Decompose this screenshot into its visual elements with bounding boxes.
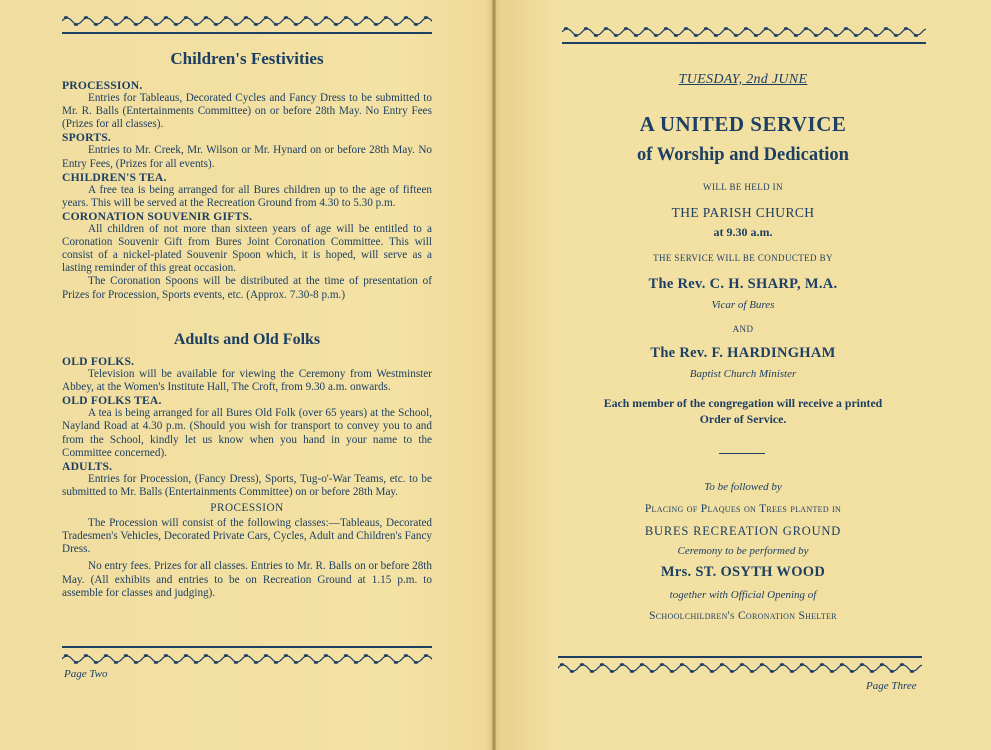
section-text-2: The Coronation Spoons will be distributed at the time of presentation of Prizes for Procession, Sports events, etc. (Approx. 7.30-8 p.m.) xyxy=(62,275,432,301)
section-head: CHILDREN'S TEA. xyxy=(62,170,167,184)
followed-by: To be followed by xyxy=(704,481,782,493)
ceremony-line: Ceremony to be performed by xyxy=(677,545,809,557)
section-text: Entries for Procession, (Fancy Dress), Sports, Tug-o'-War Teams, etc. to be submitted to Mr. Balls (Entertainments Committee) on or before 28th May. xyxy=(62,472,432,498)
section-text: A tea is being arranged for all Bures Old Folk (over 65 years) at the School, Nayland Road at 4.30 p.m. (Should you wish for transport to convey you to and from the School, kindly let us know when you hand in your name to the Committee concerned). xyxy=(62,407,432,459)
bottom-rule xyxy=(558,656,922,658)
vine-ornament-icon xyxy=(62,651,432,667)
shelter-line: Schoolchildren's Coronation Shelter xyxy=(649,610,837,622)
will-be-held-label: WILL BE HELD IN xyxy=(703,182,783,192)
section-text: A free tea is being arranged for all Bures children up to the age of fifteen years. This will be served at the Recreation Ground from 4.30 to 5.30 p.m. xyxy=(62,183,432,209)
short-divider xyxy=(719,453,765,454)
top-rule xyxy=(562,42,926,44)
opening-line: together with Official Opening of xyxy=(669,589,817,601)
page-number: Page Three xyxy=(866,680,917,692)
left-sections-block-2 xyxy=(62,355,432,600)
section-text: Entries for Tableaus, Decorated Cycles and Fancy Dress to be submitted to Mr. R. Balls (Entertainments Committee) on or before 28th May. No Entry Fees (Prizes for all classes). xyxy=(62,92,432,131)
section-text: Television will be available for viewing the Ceremony from Westminster Abbey, at the Women's Institute Hall, The Croft, from 9.30 a.m. onwards. xyxy=(62,368,432,394)
order-of-service-note xyxy=(560,395,926,427)
section-childrens-tea xyxy=(62,171,432,210)
note-line-1: Each member of the congregation will receive a printed xyxy=(603,396,883,410)
section-text: All children of not more than sixteen years of age will be entitled to a Coronation Souvenir Gift from Bures Joint Coronation Committee. This will consist of a nickel-plated Souvenir Spoon which, it is hoped, will serve as a lasting reminder of this great occasion. xyxy=(62,223,432,275)
recreation-ground: BURES RECREATION GROUND xyxy=(644,524,842,538)
left-sections-block xyxy=(62,79,432,302)
vine-ornament-icon xyxy=(562,24,926,40)
section-adults xyxy=(62,460,432,499)
childrens-festivities-heading: Children's Festivities xyxy=(170,49,324,68)
minister-2: The Rev. F. HARDINGHAM xyxy=(650,345,836,361)
note-line-2: Order of Service. xyxy=(699,412,787,426)
conducted-by-label: THE SERVICE WILL BE CONDUCTED BY xyxy=(653,253,833,263)
church-name: THE PARISH CHURCH xyxy=(671,205,815,220)
service-date: TUESDAY, 2nd JUNE xyxy=(678,72,808,87)
bottom-rule xyxy=(62,646,432,648)
page-number: Page Two xyxy=(64,668,108,680)
plaques-line: Placing of Plaques on Trees planted in xyxy=(644,503,842,515)
section-head: SPORTS. xyxy=(62,131,111,145)
vine-ornament-icon xyxy=(62,13,432,29)
section-souvenir-gifts xyxy=(62,210,432,302)
service-title: A UNITED SERVICE xyxy=(639,112,847,136)
section-head: PROCESSION. xyxy=(62,79,143,92)
procession-text: The Procession will consist of the following classes:—Tableaus, Decorated Tradesmen's Vehicles, Decorated Private Cars, Cycles, Adult and Children's Fancy Dress. xyxy=(62,517,432,556)
section-text: Entries to Mr. Creek, Mr. Wilson or Mr. Hynard on or before 28th May. No Entry Fees, (Prizes for all events). xyxy=(62,144,432,170)
procession-title: PROCESSION xyxy=(210,502,284,515)
section-head: CORONATION SOUVENIR GIFTS. xyxy=(62,209,253,223)
minister-1-role: Vicar of Bures xyxy=(711,299,775,311)
procession-text-2: No entry fees. Prizes for all classes. Entries to Mr. R. Balls on or before 28th May. (All exhibits and entries to be on Recreation Ground at 1.15 p.m. to assemble for classes and judging). xyxy=(62,560,432,599)
top-rule xyxy=(62,32,432,34)
section-head: OLD FOLKS. xyxy=(62,355,135,368)
performer-name: Mrs. ST. OSYTH WOOD xyxy=(660,564,826,580)
and-label: AND xyxy=(732,324,754,334)
adults-old-folks-heading: Adults and Old Folks xyxy=(173,331,321,348)
section-head: ADULTS. xyxy=(62,459,113,473)
service-subtitle: of Worship and Dedication xyxy=(637,145,849,165)
section-old-folks xyxy=(62,355,432,394)
section-sports xyxy=(62,131,432,170)
vine-ornament-icon xyxy=(558,660,922,676)
service-time: at 9.30 a.m. xyxy=(713,225,773,239)
minister-1: The Rev. C. H. SHARP, M.A. xyxy=(648,276,838,292)
minister-2-role: Baptist Church Minister xyxy=(689,368,797,380)
section-old-folks-tea xyxy=(62,394,432,459)
section-head: OLD FOLKS TEA. xyxy=(62,394,162,408)
section-procession xyxy=(62,79,432,131)
